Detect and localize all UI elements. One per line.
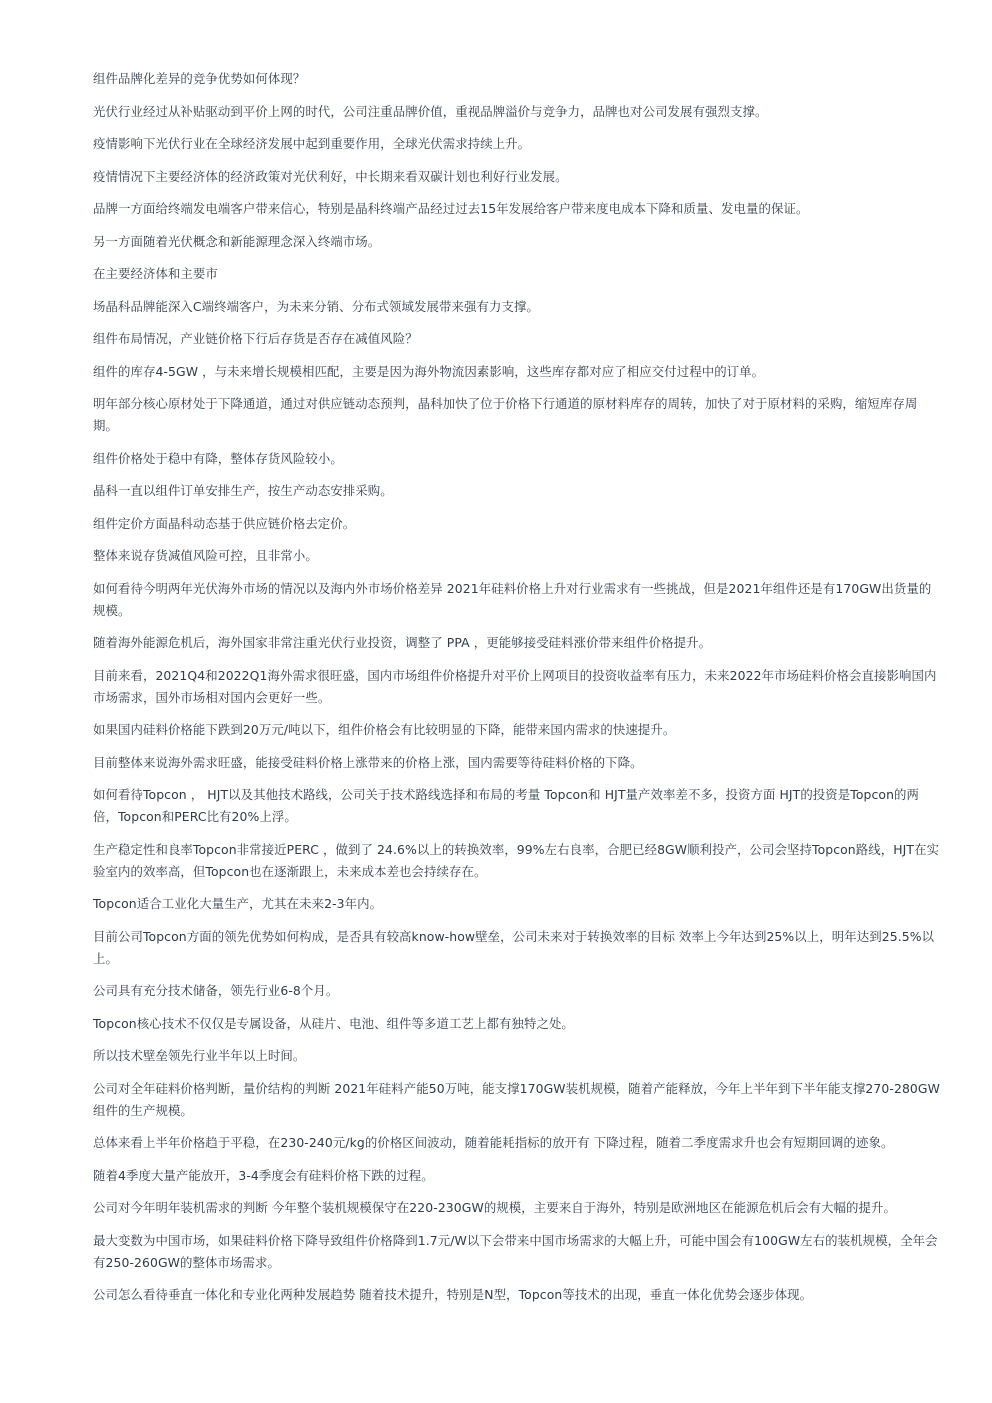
paragraph: 明年部分核心原材处于下降通道，通过对供应链动态预判，晶科加快了位于价格下行通道的原材料库存的周转，加快了对于原材料的采购，缩短库存周期。	[93, 396, 918, 433]
paragraph: 品牌一方面给终端发电端客户带来信心，特别是晶科终端产品经过过去15年发展给客户带来度电成本下降和质量、发电量的保证。	[93, 201, 809, 216]
paragraph: 疫情影响下光伏行业在全球经济发展中起到重要作用，全球光伏需求持续上升。	[93, 136, 531, 151]
paragraph: 生产稳定性和良率Topcon非常接近PERC ，做到了 24.6%以上的转换效率，99%左右良率，合肥已经8GW顺利投产，公司会坚持Topcon路线，HJT在实验室内的效率高，但Topcon也在逐渐跟上，未来成本差也会持续存在。	[93, 841, 940, 879]
question-heading: 组件布局情况，产业链价格下行后存货是否存在减值风险？	[93, 331, 418, 346]
paragraph: 晶科一直以组件订单安排生产，按生产动态安排采购。	[93, 483, 393, 498]
paragraph: 在主要经济体和主要市	[93, 266, 218, 281]
paragraph: 组件定价方面晶科动态基于供应链价格去定价。	[93, 515, 356, 531]
paragraph: Topcon适合工业化大量生产，尤其在未来2-3年内。	[93, 896, 383, 911]
question-paragraph: 如何看待Topcon ， HJT以及其他技术路线，公司关于技术路线选择和布局的考量 Topcon和 HJT量产效率差不多，投资方面 HJT的投资是Topcon的两倍，Topcon和PERC比有20%上浮。	[93, 787, 920, 824]
question-paragraph: 如何看待今明两年光伏海外市场的情况以及海内外市场价格差异 2021年硅料价格上升对行业需求有一些挑战，但是2021年组件还是有170GW出货量的规模。	[93, 580, 932, 618]
paragraph: Topcon核心技术不仅仅是专属设备，从硅片、电池、组件等多道工艺上都有独特之处。	[93, 1015, 574, 1031]
question-paragraph: 目前公司Topcon方面的领先优势如何构成，是否具有较高know-how壁垒，公司未来对于转换效率的目标 效率上今年达到25%以上，明年达到25.5%以上。	[93, 928, 935, 966]
paragraph: 整体来说存货减值风险可控，且非常小。	[93, 548, 318, 563]
paragraph: 场晶科品牌能深入C端终端客户，为未来分销、分布式领域发展带来强有力支撑。	[93, 298, 539, 314]
paragraph: 光伏行业经过从补贴驱动到平价上网的时代，公司注重品牌价值，重视品牌溢价与竞争力，品牌也对公司发展有强烈支撑。	[93, 103, 768, 119]
question-paragraph: 公司对今年明年装机需求的判断 今年整个装机规模保守在220-230GW的规模，主要来自于海外，特别是欧洲地区在能源危机后会有大幅的提升。	[93, 1200, 897, 1215]
paragraph: 如果国内硅料价格能下跌到20万元/吨以下，组件价格会有比较明显的下降，能带来国内需求的快速提升。	[93, 722, 676, 737]
paragraph: 目前来看，2021Q4和2022Q1海外需求很旺盛，国内市场组件价格提升对平价上网项目的投资收益率有压力，未来2022年市场硅料价格会直接影响国内市场需求，国外市场相对国内会更好一些。	[93, 667, 937, 705]
paragraph: 所以技术壁垒领先行业半年以上时间。	[93, 1048, 306, 1063]
paragraph: 组件的库存4-5GW ，与未来增长规模相匹配，主要是因为海外物流因素影响，这些库存都对应了相应交付过程中的订单。	[93, 363, 765, 379]
question-paragraph: 公司怎么看待垂直一体化和专业化两种发展趋势 随着技术提升，特别是N型，Topcon等技术的出现，垂直一体化优势会逐步体现。	[93, 1287, 813, 1302]
question-heading: 组件品牌化差异的竞争优势如何体现？	[93, 71, 306, 86]
paragraph: 随着4季度大量产能放开，3-4季度会有硅料价格下跌的过程。	[93, 1167, 434, 1183]
paragraph: 总体来看上半年价格趋于平稳，在230-240元/kg的价格区间波动，随着能耗指标的放开有 下降过程，随着二季度需求升也会有短期回调的迹象。	[93, 1135, 894, 1150]
paragraph: 另一方面随着光伏概念和新能源理念深入终端市场。	[93, 233, 381, 249]
paragraph: 最大变数为中国市场，如果硅料价格下降导致组件价格降到1.7元/W以下会带来中国市场需求的大幅上升，可能中国会有100GW左右的装机规模，全年会有250-260GW的整体市场需求。	[93, 1232, 938, 1270]
paragraph: 随着海外能源危机后，海外国家非常注重光伏行业投资，调整了 PPA ，更能够接受硅料涨价带来组件价格提升。	[93, 635, 712, 650]
paragraph: 公司具有充分技术储备，领先行业6-8个月。	[93, 983, 339, 998]
paragraph: 目前整体来说海外需求旺盛，能接受硅料价格上涨带来的价格上涨，国内需要等待硅料价格的下降。	[93, 754, 643, 770]
paragraph: 组件价格处于稳中有降，整体存货风险较小。	[93, 450, 343, 466]
question-paragraph: 公司对全年硅料价格判断，量价结构的判断 2021年硅料产能50万吨，能支撑170GW装机规模，随着产能释放，今年上半年到下半年能支撑270-280GW组件的生产规模。	[93, 1080, 940, 1118]
paragraph: 疫情情况下主要经济体的经济政策对光伏利好，中长期来看双碳计划也利好行业发展。	[93, 168, 568, 184]
